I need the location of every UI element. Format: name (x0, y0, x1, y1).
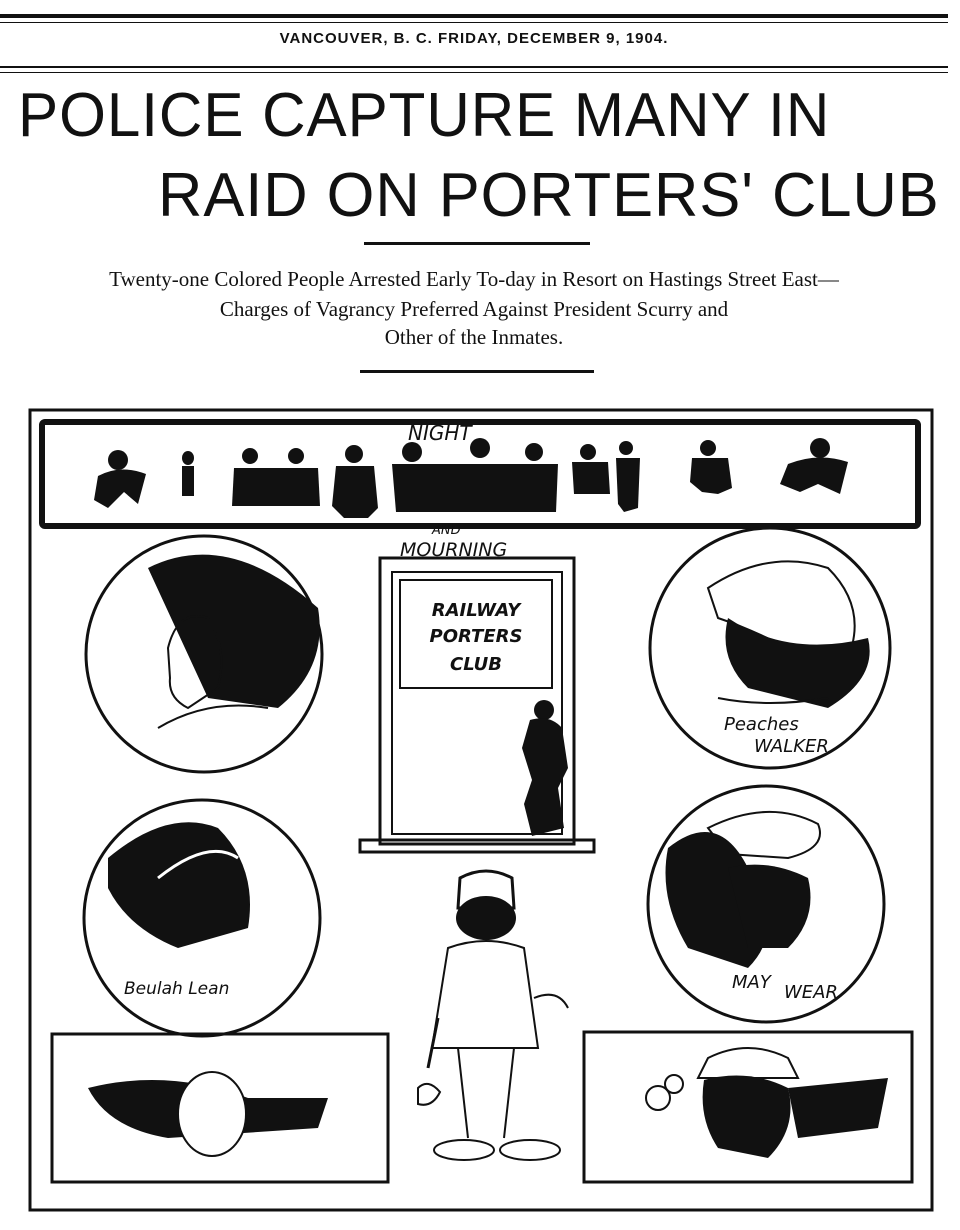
headline-line-1: POLICE CAPTURE MANY IN (18, 81, 831, 150)
masthead-rule-2 (0, 72, 948, 73)
headline-line-2: RAID ON PORTERS' CLUB (158, 161, 940, 230)
dateline: VANCOUVER, B. C. FRIDAY, DECEMBER 9, 1904. (279, 30, 669, 47)
door-sign-line-2: PORTERS (429, 626, 523, 647)
deck-divider (360, 370, 594, 373)
masthead-rule-1 (0, 66, 948, 68)
top-rule-thin (0, 22, 948, 23)
deck-line-3: Other of the Inmates. (384, 325, 564, 349)
caption-peaches-2: WALKER (754, 736, 829, 757)
deck-line-1: Twenty-one Colored People Arrested Early To-day in Resort on Hastings Street East— (109, 267, 839, 291)
caption-may-1: MAY (732, 972, 771, 993)
banner-bottom-text: MOURNING (400, 539, 508, 561)
door-sign-line-3: CLUB (449, 654, 503, 675)
caption-may-2: WEAR (784, 982, 838, 1003)
banner-and-text: AND (432, 523, 461, 538)
cartoon-illustration (28, 408, 936, 1214)
top-rule-thick (0, 14, 948, 18)
caption-peaches-1: Peaches (724, 714, 799, 735)
deck-line-2: Charges of Vagrancy Preferred Against President Scurry and (219, 297, 729, 321)
headline-divider (364, 242, 590, 245)
caption-beulah: Beulah Lean (124, 979, 230, 999)
banner-top-text: NIGHT (408, 421, 472, 445)
door-sign-line-1: RAILWAY (431, 600, 521, 621)
